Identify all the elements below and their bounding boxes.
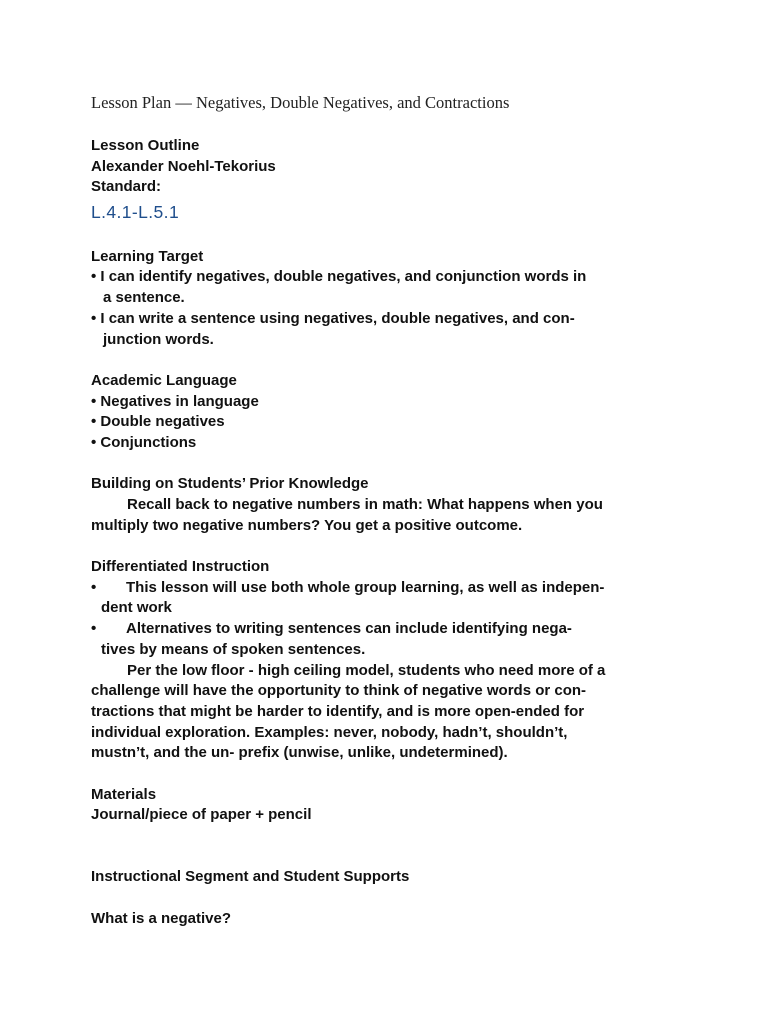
differentiated-heading: Differentiated Instruction [91, 558, 270, 576]
learning-target-heading: Learning Target [91, 247, 204, 265]
differentiated-bullet [91, 578, 691, 599]
prior-knowledge-heading: Building on Students’ Prior Knowledge [91, 475, 369, 493]
differentiated-paragraph: tractions that might be harder to identify, and is more open-ended for [91, 702, 585, 720]
spacer [91, 826, 691, 847]
learning-target-item: • I can write a sentence using negatives, double negatives, and con- [91, 309, 575, 327]
instructional-heading: Instructional Segment and Student Supports [91, 868, 410, 886]
instructional-question: What is a negative? [91, 909, 232, 927]
prior-knowledge-text: Recall back to negative numbers in math: What happens when you [127, 496, 603, 513]
materials-text: Journal/piece of paper + pencil [91, 806, 312, 824]
differentiated-bullet [91, 619, 691, 640]
spacer [91, 350, 691, 371]
differentiated-paragraph: individual exploration. Examples: never, nobody, hadn’t, shouldn’t, [91, 723, 568, 741]
spacer [91, 847, 691, 868]
differentiated-bullet-text: This lesson will use both whole group learning, as well as indepen- [126, 578, 605, 596]
differentiated-bullet-text: Alternatives to writing sentences can include identifying nega- [126, 620, 572, 638]
spacer [91, 536, 691, 557]
academic-language-item: • Conjunctions [91, 433, 197, 451]
materials-heading: Materials [91, 785, 157, 803]
differentiated-paragraph: mustn’t, and the un- prefix (unwise, unlike, undetermined). [91, 744, 508, 762]
standard-label: Standard: [91, 178, 162, 196]
learning-target-item-continued: junction words. [103, 330, 214, 348]
outline-heading: Lesson Outline [91, 137, 200, 154]
bullet-marker: • [91, 578, 97, 596]
learning-target-item: • I can identify negatives, double negatives, and conjunction words in [91, 268, 587, 286]
differentiated-paragraph: challenge will have the opportunity to think of negative words or con- [91, 682, 587, 700]
spacer [91, 226, 691, 247]
document-title: Lesson Plan — Negatives, Double Negatives, and Contractions [91, 93, 510, 112]
document-body [91, 136, 691, 929]
bullet-marker: • [91, 620, 97, 638]
academic-language-item: • Negatives in language [91, 392, 259, 410]
learning-target-item-continued: a sentence. [103, 289, 185, 307]
spacer [91, 888, 691, 909]
differentiated-paragraph: Per the low floor - high ceiling model, students who need more of a [127, 661, 606, 679]
author-name: Alexander Noehl-Tekorius [91, 157, 276, 175]
spacer [91, 764, 691, 785]
spacer [91, 454, 691, 475]
differentiated-bullet-continued: dent work [101, 599, 172, 617]
prior-knowledge-text: multiply two negative numbers? You get a positive outcome. [91, 516, 523, 534]
differentiated-bullet-continued: tives by means of spoken sentences. [101, 640, 366, 658]
academic-language-heading: Academic Language [91, 371, 237, 389]
academic-language-item: • Double negatives [91, 413, 225, 431]
standard-code: L.4.1-L.5.1 [91, 202, 180, 223]
